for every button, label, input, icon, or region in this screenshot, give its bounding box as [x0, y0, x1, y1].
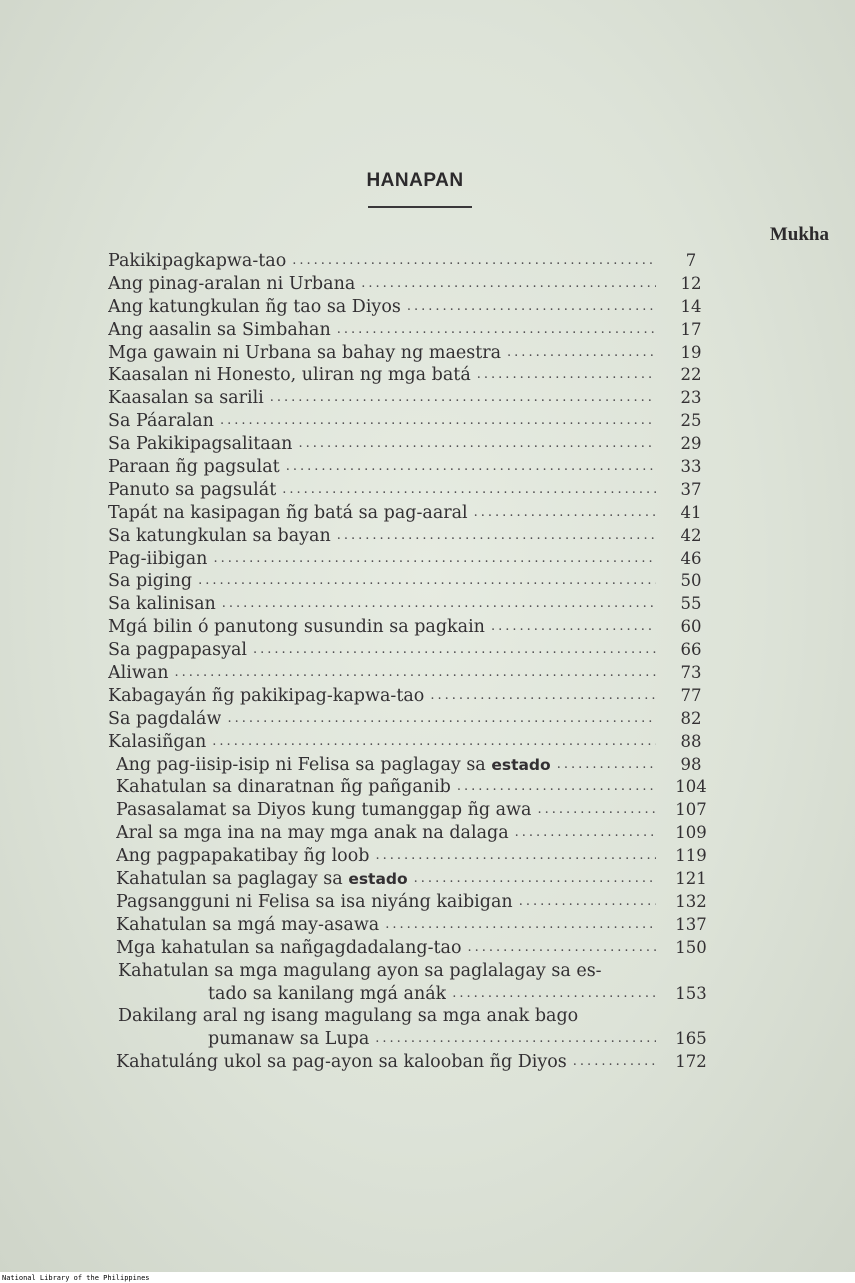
toc-entry-text: Sa pagpapasyal [108, 640, 247, 661]
dot-leader [227, 708, 656, 731]
toc-entry-title [108, 570, 192, 593]
toc-entry-title [108, 342, 501, 365]
toc-entry [108, 296, 720, 319]
toc-entry-text: Mgá bilin ó panutong susundin sa pagkain [108, 617, 485, 638]
table-of-contents [108, 250, 720, 1074]
toc-entry-text: Mga gawain ni Urbana sa bahay ng maestra [108, 342, 502, 363]
toc-entry-title [116, 799, 531, 822]
toc-page-number: 153 [675, 983, 707, 1003]
toc-entry-text: Kaasalan ni Honesto, uliran ng mga batá [108, 365, 471, 386]
toc-entry-title [108, 273, 355, 296]
toc-entry-title [116, 822, 509, 845]
dot-leader [253, 639, 656, 662]
dot-leader [452, 983, 656, 1006]
toc-entry-title [108, 548, 207, 571]
dot-leader [537, 799, 656, 822]
toc-page-number: 25 [680, 411, 702, 431]
toc-entry-title [116, 1051, 567, 1074]
toc-entry [108, 616, 720, 639]
toc-entry-title [116, 845, 369, 868]
toc-entry-text: Sa pagdaláw [108, 708, 222, 729]
dot-leader [175, 662, 656, 685]
toc-page-number: 41 [680, 502, 702, 522]
toc-entry [108, 456, 720, 479]
toc-page-number: 29 [680, 434, 702, 454]
toc-page-number: 22 [680, 365, 702, 385]
toc-entry-title [108, 685, 424, 708]
toc-entry [108, 776, 720, 799]
toc-page-number: 37 [680, 479, 702, 499]
dot-leader [519, 891, 656, 914]
toc-entry [108, 960, 720, 1006]
toc-entry-title [108, 319, 331, 342]
toc-entry-text: Pagsangguni ni Felisa sa isa niyáng kaibigan [116, 891, 513, 912]
toc-entry [108, 570, 720, 593]
toc-entry-text: Kalasiñgan [108, 731, 207, 752]
dot-leader [361, 273, 656, 296]
toc-entry-text: Pag-iibigan [108, 548, 208, 569]
toc-entry-text: Panuto sa pagsulát [108, 479, 277, 500]
library-credit: National Library of the Philippines [2, 1274, 150, 1282]
toc-entry-title [108, 456, 280, 479]
toc-page-number: 19 [680, 342, 702, 362]
dot-leader [337, 319, 656, 342]
toc-page-number: 7 [685, 250, 697, 270]
toc-page-number: 98 [680, 754, 702, 774]
toc-entry-title [108, 616, 485, 639]
toc-page-number: 17 [680, 319, 702, 339]
toc-page-number: 165 [675, 1029, 707, 1049]
toc-entry-title [108, 708, 221, 731]
toc-entry-title: Kahatulan sa mga magulang ayon sa paglalagay sa es- [118, 960, 602, 981]
toc-entry-title [108, 364, 471, 387]
toc-entry-text: Mga kahatulan sa nañgagdadalang-tao [116, 937, 462, 958]
toc-entry-text: Kahatuláng ukol sa pag-ayon sa kalooban ñg Diyos [116, 1052, 567, 1073]
dot-leader [213, 548, 656, 571]
toc-entry-title [116, 914, 379, 937]
dot-leader [507, 342, 656, 365]
dot-leader [407, 296, 656, 319]
toc-page-number: 88 [680, 731, 702, 751]
dot-leader [198, 570, 656, 593]
toc-entry-text: Ang pinag-aralan ni Urbana [108, 273, 356, 294]
toc-entry-text: Ang pag-iisip-isip ni Felisa sa paglagay sa [116, 754, 486, 775]
toc-entry [108, 502, 720, 525]
toc-entry [108, 754, 720, 777]
dot-leader [491, 616, 656, 639]
toc-entry-text: Ang aasalin sa Simbahan [108, 319, 331, 340]
dot-leader [286, 456, 656, 479]
toc-entry [108, 1051, 720, 1074]
toc-entry-title [108, 639, 247, 662]
toc-entry-text: Sa katungkulan sa bayan [108, 525, 331, 546]
toc-entry [108, 548, 720, 571]
dot-leader [557, 754, 656, 777]
toc-page-number: 107 [675, 800, 707, 820]
toc-entry-text: Sa Pakikipagsalitaan [108, 434, 293, 455]
toc-entry [108, 799, 720, 822]
toc-entry-text: Kabagayán ñg pakikipag-kapwa-tao [108, 685, 425, 706]
toc-entry-continuation [118, 1028, 720, 1051]
toc-entry-title-cont: pumanaw sa Lupa [208, 1029, 370, 1050]
dot-leader [337, 525, 656, 548]
toc-entry-text: Kahatulan sa paglagay sa [116, 869, 343, 890]
dot-leader [430, 685, 656, 708]
dot-leader [468, 937, 656, 960]
toc-page-number: 33 [680, 457, 702, 476]
toc-entry [108, 342, 720, 365]
toc-page-number: 109 [675, 823, 707, 843]
toc-page-number: 66 [680, 640, 702, 660]
toc-entry [108, 525, 720, 548]
toc-entry [108, 914, 720, 937]
toc-entry-title: Dakilang aral ng isang magulang sa mga anak bago [118, 1006, 579, 1027]
toc-page-number: 132 [675, 891, 707, 911]
toc-entry-text: Tapát na kasipagan ñg batá sa pag-aaral [108, 502, 468, 523]
toc-page-number: 119 [675, 846, 707, 866]
toc-page-number: 55 [680, 594, 702, 614]
toc-page-number: 14 [680, 296, 702, 316]
toc-entry [108, 662, 720, 685]
dot-leader [375, 1028, 656, 1051]
toc-entry-text: Aliwan [108, 663, 169, 684]
toc-page-number: 50 [680, 571, 702, 591]
toc-entry-bold-word: estado [348, 870, 408, 889]
toc-entry [108, 433, 720, 456]
page-title: HANAPAN [366, 170, 464, 191]
toc-entry-text: Sa kalinisan [108, 594, 216, 615]
toc-entry-title [108, 731, 206, 754]
toc-entry-bold-word: estado [491, 755, 551, 774]
toc-entry-title [108, 525, 331, 548]
toc-entry-title [108, 502, 468, 525]
dot-leader [298, 433, 656, 456]
toc-entry-text: Pakikipagkapwa-tao [108, 250, 287, 271]
toc-entry [108, 708, 720, 731]
toc-entry [108, 845, 720, 868]
toc-page-number: 150 [675, 937, 707, 957]
toc-entry [108, 593, 720, 616]
toc-page-number: 172 [675, 1052, 707, 1072]
toc-entry-title [108, 250, 286, 273]
dot-leader [573, 1051, 656, 1074]
toc-entry-title [116, 891, 513, 914]
toc-page-number: 60 [680, 617, 702, 637]
toc-page-number: 82 [680, 708, 702, 728]
dot-leader [212, 731, 656, 754]
dot-leader [282, 479, 656, 502]
dot-leader [385, 914, 656, 937]
toc-entry-text: Paraan ñg pagsulat [108, 457, 280, 477]
dot-leader [222, 593, 656, 616]
toc-entry-text: Ang katungkulan ñg tao sa Diyos [108, 296, 401, 317]
toc-entry-title [116, 868, 408, 891]
toc-page-number: 12 [680, 273, 702, 293]
toc-entry-title [108, 296, 401, 319]
dot-leader [270, 387, 656, 410]
toc-entry [108, 639, 720, 662]
toc-page-number: 73 [680, 663, 702, 683]
toc-page-number: 42 [680, 525, 702, 545]
dot-leader [477, 364, 656, 387]
toc-entry-text: Kaasalan sa sarili [108, 388, 264, 409]
toc-entry [108, 937, 720, 960]
toc-entry-text: Aral sa mga ina na may mga anak na dalaga [116, 823, 509, 844]
toc-page-number: 137 [675, 914, 707, 934]
dot-leader [457, 776, 656, 799]
toc-entry [108, 273, 720, 296]
toc-page-number: 121 [675, 869, 707, 889]
toc-entry [108, 364, 720, 387]
dot-leader [515, 822, 656, 845]
toc-entry-text: Kahatulan sa mgá may-asawa [116, 914, 380, 935]
toc-entry-text: Sa Páaralan [108, 411, 214, 432]
dot-leader [220, 410, 656, 433]
toc-entry [108, 685, 720, 708]
toc-page-number: 104 [675, 777, 707, 797]
toc-entry-title [116, 754, 551, 777]
toc-entry [108, 410, 720, 433]
toc-entry [108, 250, 720, 273]
toc-entry-title [116, 776, 451, 799]
toc-page-number: 46 [680, 548, 702, 568]
toc-entry-continuation [118, 983, 720, 1006]
toc-entry [108, 1005, 720, 1051]
dot-leader [375, 845, 656, 868]
toc-entry [108, 731, 720, 754]
page-column-header: Mukha [769, 224, 829, 245]
title-underline [368, 206, 472, 208]
toc-entry-title [108, 662, 169, 685]
toc-entry-text: Sa piging [108, 571, 193, 592]
toc-entry-title [108, 410, 214, 433]
toc-page-number: 23 [680, 388, 702, 408]
toc-entry-text: Kahatulan sa dinaratnan ñg pañganib [116, 777, 451, 798]
toc-entry-title-cont: tado sa kanilang mgá anák [208, 983, 447, 1004]
toc-entry-text: Ang pagpapakatibay ñg loob [116, 846, 370, 867]
toc-entry-text: Pasasalamat sa Diyos kung tumanggap ñg awa [116, 800, 532, 821]
dot-leader [292, 250, 656, 273]
toc-entry-title [108, 593, 216, 616]
toc-entry-title [108, 387, 264, 410]
toc-entry [108, 387, 720, 410]
toc-page-number: 77 [680, 685, 702, 705]
dot-leader [474, 502, 656, 525]
dot-leader [414, 868, 656, 891]
toc-entry [108, 891, 720, 914]
toc-entry [108, 822, 720, 845]
toc-entry-title [108, 479, 276, 502]
toc-entry [108, 319, 720, 342]
toc-entry [108, 479, 720, 502]
toc-entry [108, 868, 720, 891]
toc-entry-title [108, 433, 292, 456]
toc-entry-title [116, 937, 462, 960]
